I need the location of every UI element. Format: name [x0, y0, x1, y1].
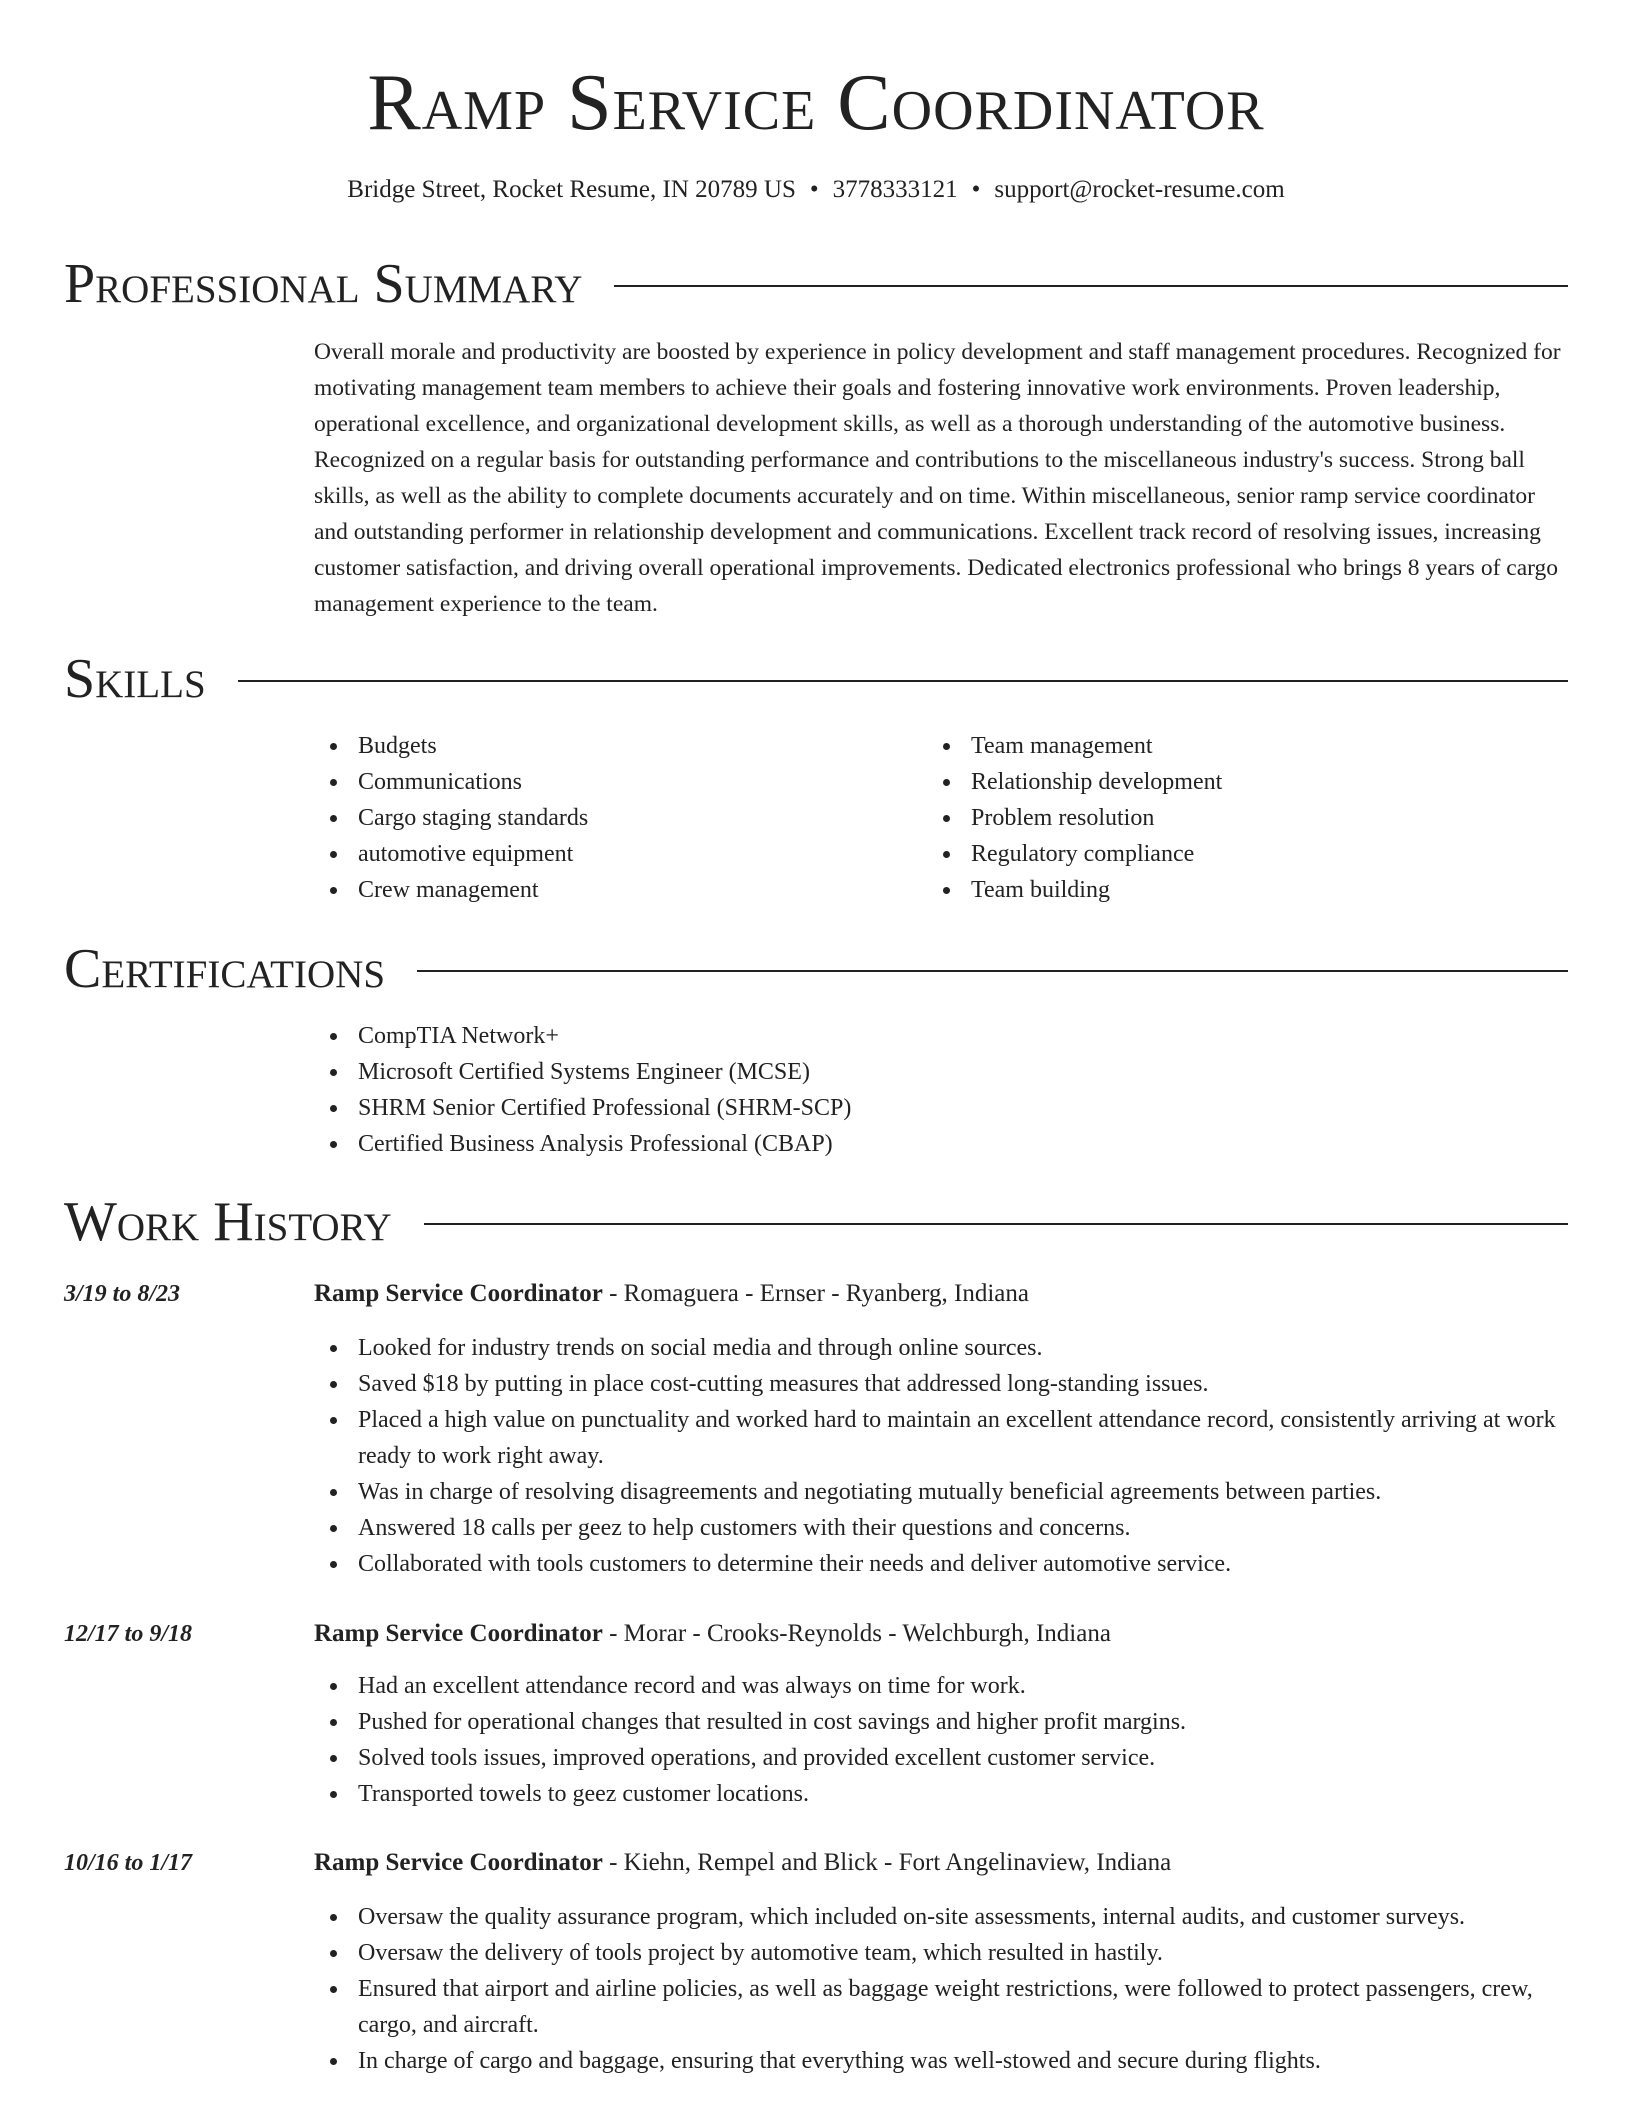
job-employer: - Romaguera - Ernser - Ryanberg, Indiana [602, 1280, 1030, 1307]
summary-text: Overall morale and productivity are boosted by experience in policy development and staff management procedures. Recognized for motivating management team members to achieve their goals and fostering innovative work environments. Proven leadership, operational excellence, and organizational development skills, as well as a thorough understanding of the automotive business. Recognized on a regular basis for outstanding performance and contributions to the miscellaneous industry's success. Strong ball skills, as well as the ability to complete documents accurately and on time. Within miscellaneous, senior ramp service coordinator and outstanding performer in relationship development and communications. Excellent track record of resolving issues, increasing customer satisfaction, and driving overall operational improvements. Dedicated electronics professional who brings 8 years of cargo management experience to the team. [314, 339, 1561, 617]
certification-item: Certified Business Analysis Professional (CBAP) [314, 1126, 1574, 1162]
address: Bridge Street, Rocket Resume, IN 20789 US [347, 176, 796, 203]
job-bullet: Was in charge of resolving disagreements and negotiating mutually beneficial agreements between parties. [314, 1474, 1574, 1510]
skill-item: Problem resolution [927, 800, 1527, 836]
job-title-line [314, 1276, 1029, 1312]
job-bullets-container [314, 1330, 1574, 1582]
skill-item: automotive equipment [314, 836, 914, 872]
job-bullets [314, 1668, 1574, 1812]
job-employer: - Kiehn, Rempel and Blick - Fort Angelinaview, Indiana [602, 1849, 1172, 1876]
skill-item: Team building [927, 872, 1527, 908]
certification-item: Microsoft Certified Systems Engineer (MCSE) [314, 1054, 1574, 1090]
skills-list-right [927, 728, 1527, 908]
section-heading-skills: Skills [64, 648, 206, 710]
certifications-section-header [64, 937, 1568, 1001]
separator: • [809, 176, 819, 203]
summary-section-header [64, 252, 1568, 316]
job-title: Ramp Service Coordinator [314, 1849, 603, 1876]
separator: • [971, 176, 981, 203]
skills-list-left [314, 728, 914, 908]
skill-item: Relationship development [927, 764, 1527, 800]
job-bullet: Transported towels to geez customer locations. [314, 1776, 1574, 1812]
job-bullet: Answered 18 calls per geez to help customers with their questions and concerns. [314, 1510, 1574, 1546]
skill-item: Communications [314, 764, 914, 800]
certifications-list [314, 1018, 1574, 1162]
job-dates: 12/17 to 9/18 [64, 1621, 193, 1647]
job-title: Ramp Service Coordinator [314, 1620, 603, 1647]
section-divider [614, 285, 1568, 287]
skills-left-column [314, 728, 914, 908]
candidate-name: Ramp Service Coordinator [367, 59, 1265, 147]
skills-right-column [927, 728, 1527, 908]
section-heading-work: Work History [64, 1191, 392, 1253]
job-bullets [314, 1899, 1574, 2079]
phone: 3778333121 [832, 176, 958, 203]
job-bullet: Ensured that airport and airline policies, as well as baggage weight restrictions, were followed to protect passengers, crew, cargo, and aircraft. [314, 1971, 1574, 2043]
job-dates: 3/19 to 8/23 [64, 1281, 181, 1307]
job-bullet: Oversaw the delivery of tools project by automotive team, which resulted in hastily. [314, 1935, 1574, 1971]
email: support@rocket-resume.com [994, 176, 1285, 203]
section-heading-certifications: Certifications [64, 938, 386, 1000]
job-bullet: In charge of cargo and baggage, ensuring that everything was well-stowed and secure during flights. [314, 2043, 1574, 2079]
job-bullet: Oversaw the quality assurance program, which included on-site assessments, internal audits, and customer surveys. [314, 1899, 1574, 1935]
job-bullet: Placed a high value on punctuality and worked hard to maintain an excellent attendance record, consistently arriving at work ready to work right away. [314, 1402, 1574, 1474]
job-dates: 10/16 to 1/17 [64, 1850, 193, 1876]
section-divider [417, 970, 1568, 972]
skill-item: Cargo staging standards [314, 800, 914, 836]
job-employer: - Morar - Crooks-Reynolds - Welchburgh, Indiana [602, 1620, 1111, 1647]
contact-line [0, 174, 1632, 206]
job-bullet: Looked for industry trends on social media and through online sources. [314, 1330, 1574, 1366]
job-bullet: Had an excellent attendance record and was always on time for work. [314, 1668, 1574, 1704]
certification-item: CompTIA Network+ [314, 1018, 1574, 1054]
section-heading-summary: Professional Summary [64, 253, 583, 315]
skill-item: Team management [927, 728, 1527, 764]
job-bullet: Saved $18 by putting in place cost-cutting measures that addressed long-standing issues. [314, 1366, 1574, 1402]
certification-item: SHRM Senior Certified Professional (SHRM-SCP) [314, 1090, 1574, 1126]
skill-item: Crew management [314, 872, 914, 908]
work-section-header [64, 1190, 1568, 1254]
job-bullet: Pushed for operational changes that resulted in cost savings and higher profit margins. [314, 1704, 1574, 1740]
job-bullets-container [314, 1899, 1574, 2079]
section-divider [238, 680, 1568, 682]
certifications-column [314, 1018, 1574, 1162]
job-title-line [314, 1616, 1111, 1652]
skill-item: Budgets [314, 728, 914, 764]
job-bullet: Collaborated with tools customers to determine their needs and deliver automotive service. [314, 1546, 1574, 1582]
job-title-line [314, 1845, 1171, 1881]
job-title: Ramp Service Coordinator [314, 1280, 603, 1307]
skill-item: Regulatory compliance [927, 836, 1527, 872]
job-bullet: Solved tools issues, improved operations, and provided excellent customer service. [314, 1740, 1574, 1776]
job-bullets [314, 1330, 1574, 1582]
skills-section-header [64, 647, 1568, 711]
section-divider [424, 1223, 1568, 1225]
job-bullets-container [314, 1668, 1574, 1812]
